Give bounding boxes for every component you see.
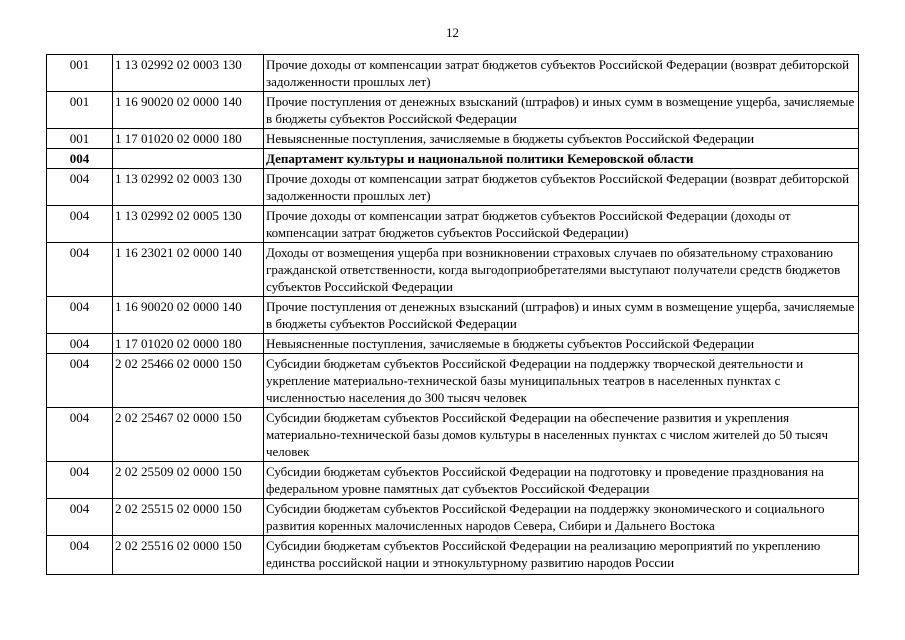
admin-code-cell: 004 <box>47 297 113 334</box>
table-row <box>47 243 859 297</box>
budget-code-cell: 1 17 01020 02 0000 180 <box>113 334 264 354</box>
table-row <box>47 206 859 243</box>
admin-code-cell: 004 <box>47 462 113 499</box>
table-row <box>47 55 859 92</box>
admin-code-cell: 001 <box>47 55 113 92</box>
budget-code-cell: 1 17 01020 02 0000 180 <box>113 129 264 149</box>
budget-code-cell: 1 16 90020 02 0000 140 <box>113 92 264 129</box>
admin-code-cell: 004 <box>47 243 113 297</box>
income-name-cell: Доходы от возмещения ущерба при возникновении страховых случаев по обязательному страхованию гражданской ответственности, когда выгодоприобретателями выступают получатели средств бюджетов субъектов Российской Федерации <box>264 243 859 297</box>
admin-code-cell: 001 <box>47 129 113 149</box>
admin-code-cell: 004 <box>47 536 113 575</box>
income-name-cell: Субсидии бюджетам субъектов Российской Федерации на обеспечение развития и укрепления материально-технической базы домов культуры в населенных пунктах с числом жителей до 50 тысяч человек <box>264 408 859 462</box>
table-row <box>47 408 859 462</box>
income-name-cell: Прочие доходы от компенсации затрат бюджетов субъектов Российской Федерации (возврат дебиторской задолженности прошлых лет) <box>264 169 859 206</box>
income-name-cell: Прочие поступления от денежных взысканий (штрафов) и иных сумм в возмещение ущерба, зачисляемые в бюджеты субъектов Российской Федерации <box>264 297 859 334</box>
budget-code-cell: 1 13 02992 02 0005 130 <box>113 206 264 243</box>
table-row <box>47 354 859 408</box>
income-name-cell: Субсидии бюджетам субъектов Российской Федерации на поддержку творческой деятельности и укрепление материально-технической базы муниципальных театров в населенных пунктах с численностью населения до 300 тысяч человек <box>264 354 859 408</box>
admin-code-cell: 004 <box>47 206 113 243</box>
table-row-department-header <box>47 149 859 169</box>
budget-code-cell: 2 02 25466 02 0000 150 <box>113 354 264 408</box>
budget-code-cell: 2 02 25467 02 0000 150 <box>113 408 264 462</box>
budget-code-cell: 2 02 25509 02 0000 150 <box>113 462 264 499</box>
table-row <box>47 169 859 206</box>
budget-code-cell: 1 13 02992 02 0003 130 <box>113 169 264 206</box>
table-body <box>47 55 859 575</box>
budget-code-cell: 1 13 02992 02 0003 130 <box>113 55 264 92</box>
admin-code-cell: 004 <box>47 334 113 354</box>
admin-code-cell: 004 <box>47 354 113 408</box>
admin-code-cell: 004 <box>47 499 113 536</box>
table-row <box>47 297 859 334</box>
income-name-cell: Прочие доходы от компенсации затрат бюджетов субъектов Российской Федерации (доходы от компенсации затрат бюджетов субъектов Российской Федерации) <box>264 206 859 243</box>
page-number: 12 <box>446 25 459 40</box>
admin-code-cell: 004 <box>47 149 113 169</box>
table-row <box>47 129 859 149</box>
income-name-cell: Невыясненные поступления, зачисляемые в бюджеты субъектов Российской Федерации <box>264 334 859 354</box>
table-row <box>47 462 859 499</box>
budget-code-cell: 1 16 90020 02 0000 140 <box>113 297 264 334</box>
table-row <box>47 334 859 354</box>
budget-code-cell: 2 02 25515 02 0000 150 <box>113 499 264 536</box>
table-row <box>47 92 859 129</box>
income-name-cell: Невыясненные поступления, зачисляемые в бюджеты субъектов Российской Федерации <box>264 129 859 149</box>
income-name-cell: Субсидии бюджетам субъектов Российской Федерации на подготовку и проведение празднования на федеральном уровне памятных дат субъектов Российской Федерации <box>264 462 859 499</box>
table-row <box>47 499 859 536</box>
income-name-cell: Прочие доходы от компенсации затрат бюджетов субъектов Российской Федерации (возврат дебиторской задолженности прошлых лет) <box>264 55 859 92</box>
income-name-cell: Департамент культуры и национальной политики Кемеровской области <box>264 149 859 169</box>
admin-code-cell: 004 <box>47 169 113 206</box>
budget-code-cell: 1 16 23021 02 0000 140 <box>113 243 264 297</box>
table-row <box>47 536 859 575</box>
admin-code-cell: 004 <box>47 408 113 462</box>
income-name-cell: Субсидии бюджетам субъектов Российской Федерации на поддержку экономического и социального развития коренных малочисленных народов Севера, Сибири и Дальнего Востока <box>264 499 859 536</box>
budget-code-cell <box>113 149 264 169</box>
budget-classification-table <box>46 54 859 575</box>
admin-code-cell: 001 <box>47 92 113 129</box>
income-name-cell: Прочие поступления от денежных взысканий (штрафов) и иных сумм в возмещение ущерба, зачисляемые в бюджеты субъектов Российской Федерации <box>264 92 859 129</box>
income-name-cell: Субсидии бюджетам субъектов Российской Федерации на реализацию мероприятий по укреплению единства российской нации и этнокультурному развитию народов России <box>264 536 859 575</box>
budget-code-cell: 2 02 25516 02 0000 150 <box>113 536 264 575</box>
